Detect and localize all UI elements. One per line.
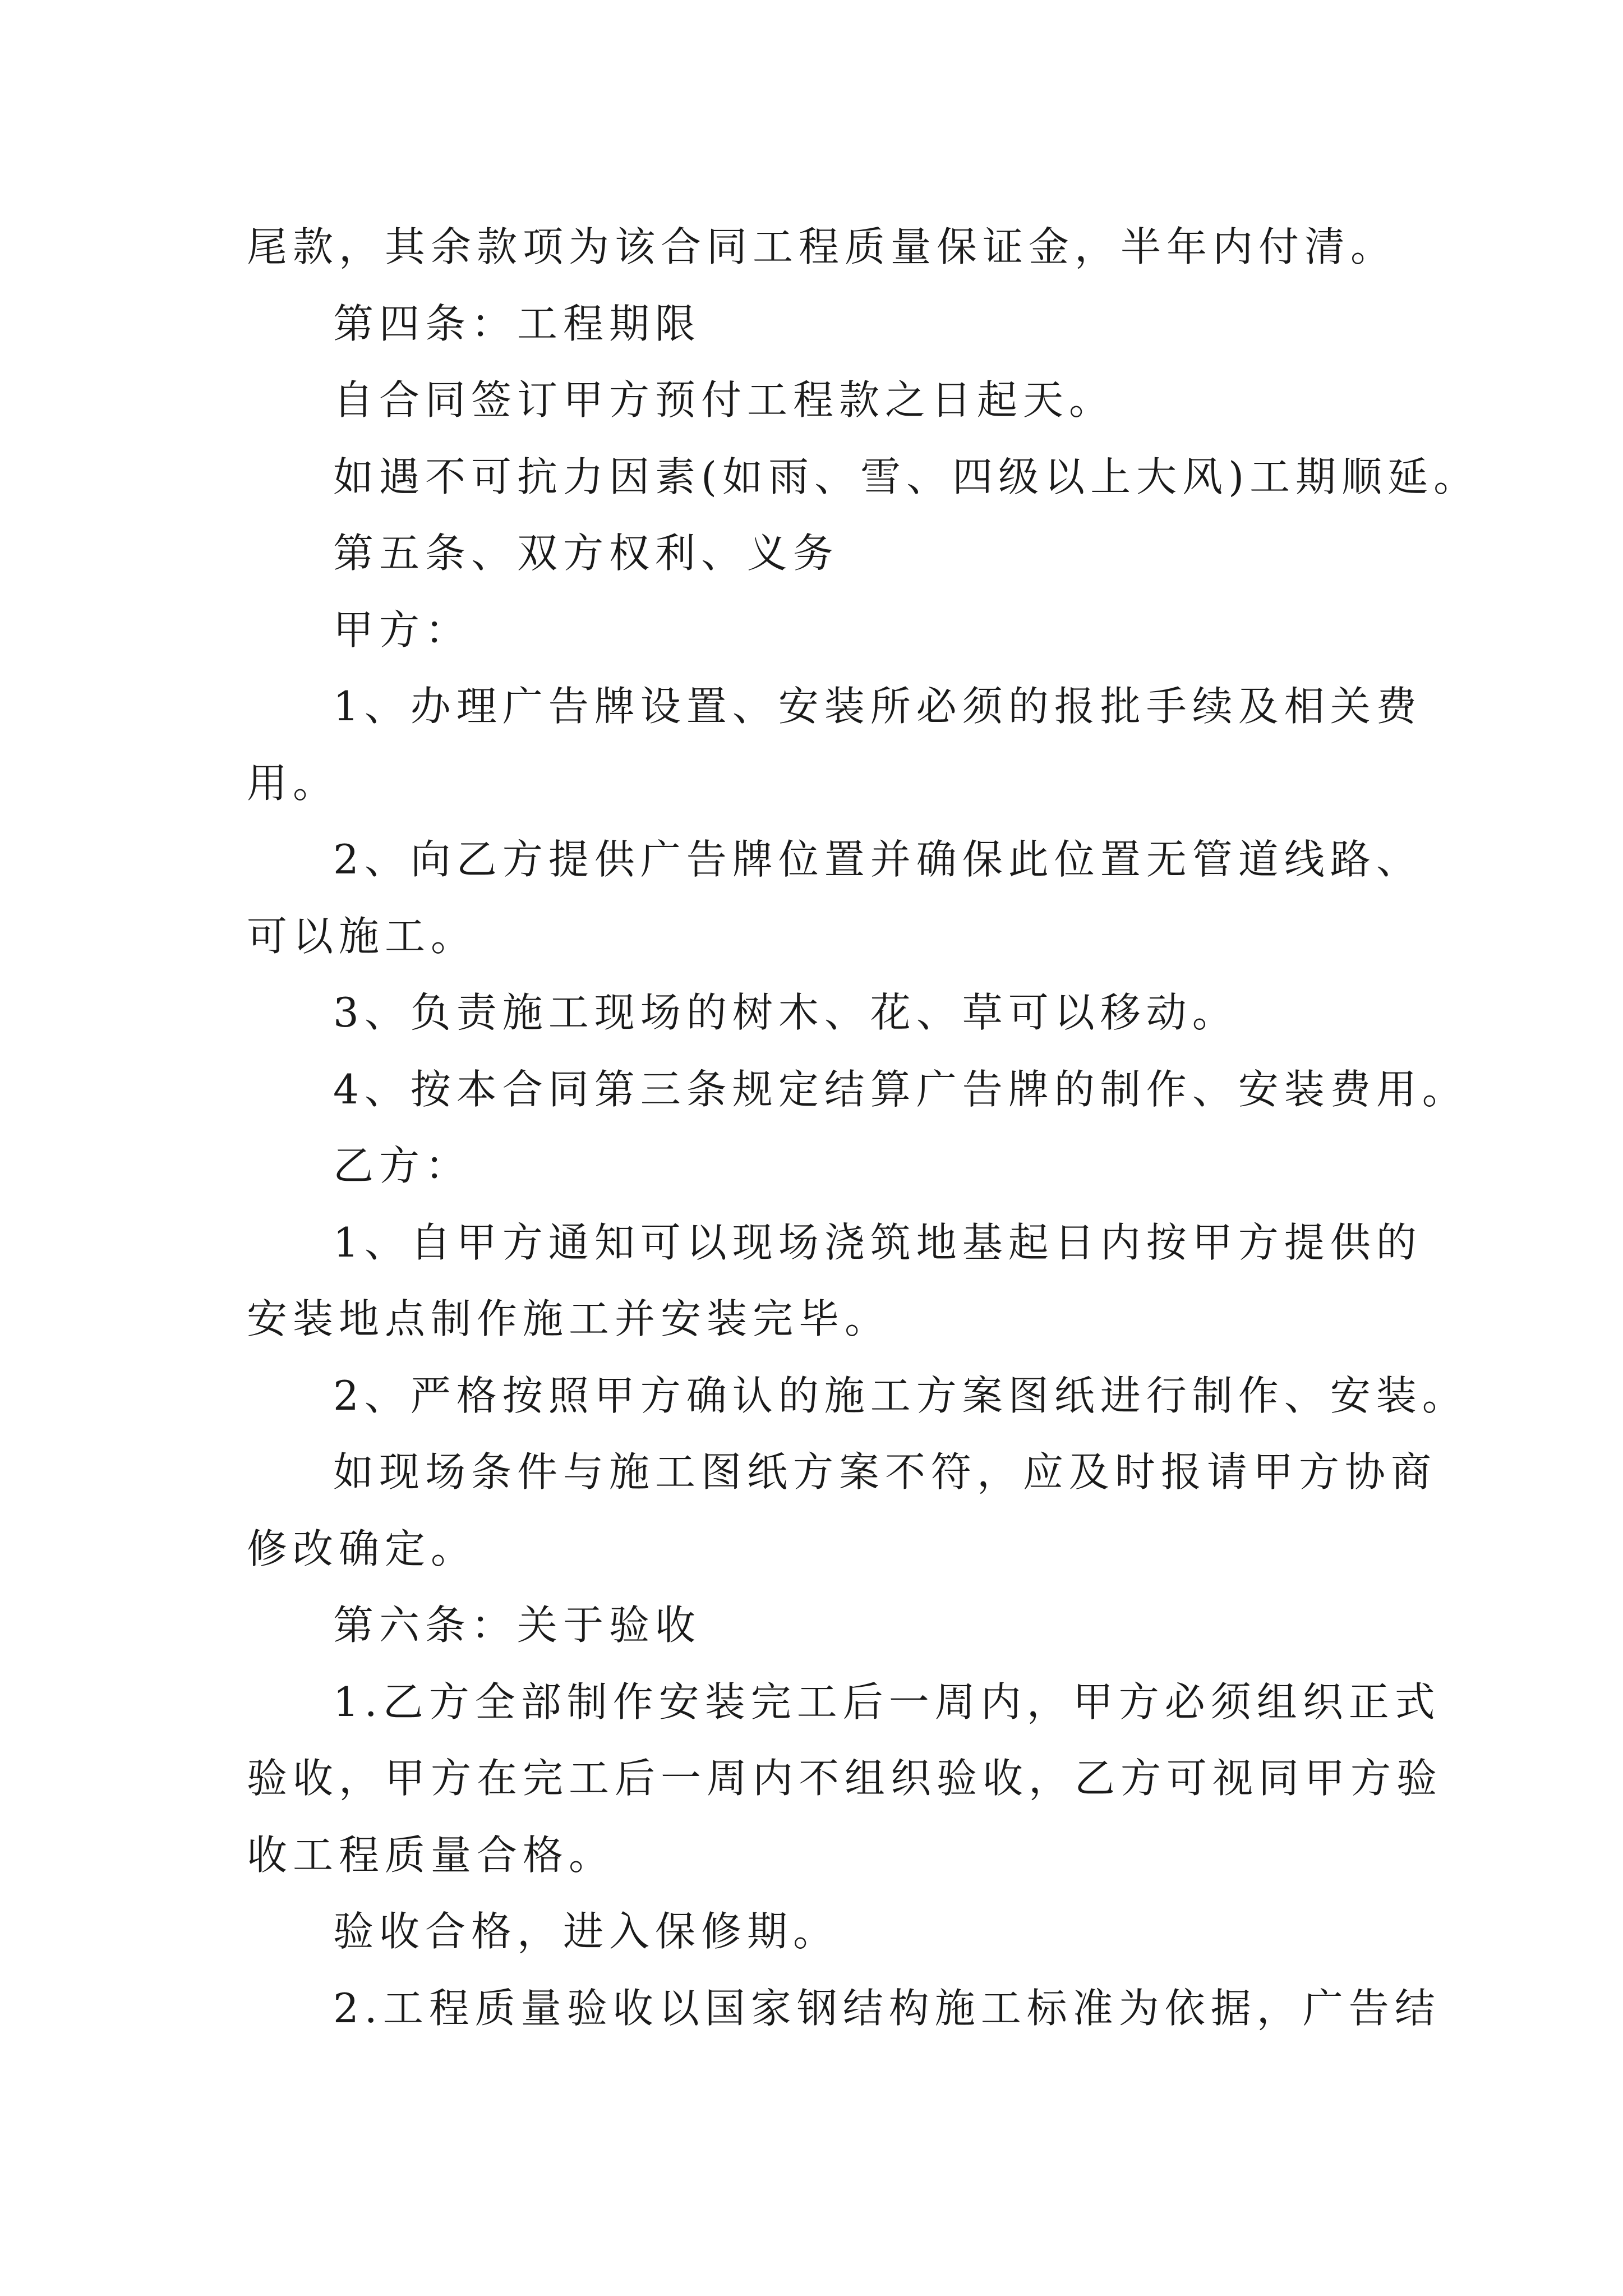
text-line: 尾款，其余款项为该合同工程质量保证金，半年内付清。 — [247, 223, 1397, 270]
text-line: 收工程质量合格。 — [247, 1831, 615, 1879]
text-line: 乙方： — [333, 1142, 472, 1189]
text-line: 如遇不可抗力因素(如雨、雪、四级以上大风)工期顺延。 — [333, 453, 1480, 500]
document-body — [247, 209, 1480, 2046]
text-line: 验收，甲方在完工后一周内不组织验收，乙方可视同甲方验 — [247, 1755, 1443, 1802]
text-line: 用。 — [247, 759, 339, 807]
text-line: 1.乙方全部制作安装完工后一周内，甲方必须组织正式 — [333, 1678, 1441, 1726]
text-line: 1、自甲方通知可以现场浇筑地基起日内按甲方提供的 — [333, 1218, 1422, 1266]
text-line: 可以施工。 — [247, 912, 477, 960]
text-line: 第五条、双方权利、义务 — [333, 530, 840, 577]
text-line: 验收合格，进入保修期。 — [333, 1908, 840, 1955]
text-line: 甲方： — [333, 606, 472, 654]
text-line: 2、向乙方提供广告牌位置并确保此位置无管道线路、 — [333, 836, 1422, 883]
text-line: 3、负责施工现场的树木、花、草可以移动。 — [333, 989, 1238, 1036]
text-line: 2.工程质量验收以国家钢结构施工标准为依据，广告结 — [333, 1984, 1441, 2032]
text-line: 如现场条件与施工图纸方案不符，应及时报请甲方协商 — [333, 1448, 1437, 1496]
text-line: 4、按本合同第三条规定结算广告牌的制作、安装费用。 — [333, 1065, 1468, 1113]
text-line: 修改确定。 — [247, 1525, 477, 1572]
text-line: 2、严格按照甲方确认的施工方案图纸进行制作、安装。 — [333, 1372, 1468, 1419]
text-line: 第六条：关于验收 — [333, 1602, 702, 1649]
text-line: 第四条：工程期限 — [333, 300, 702, 347]
text-line: 自合同签订甲方预付工程款之日起天。 — [333, 376, 1115, 424]
text-line: 安装地点制作施工并安装完毕。 — [247, 1295, 891, 1342]
text-line: 1、办理广告牌设置、安装所必须的报批手续及相关费 — [333, 683, 1422, 730]
